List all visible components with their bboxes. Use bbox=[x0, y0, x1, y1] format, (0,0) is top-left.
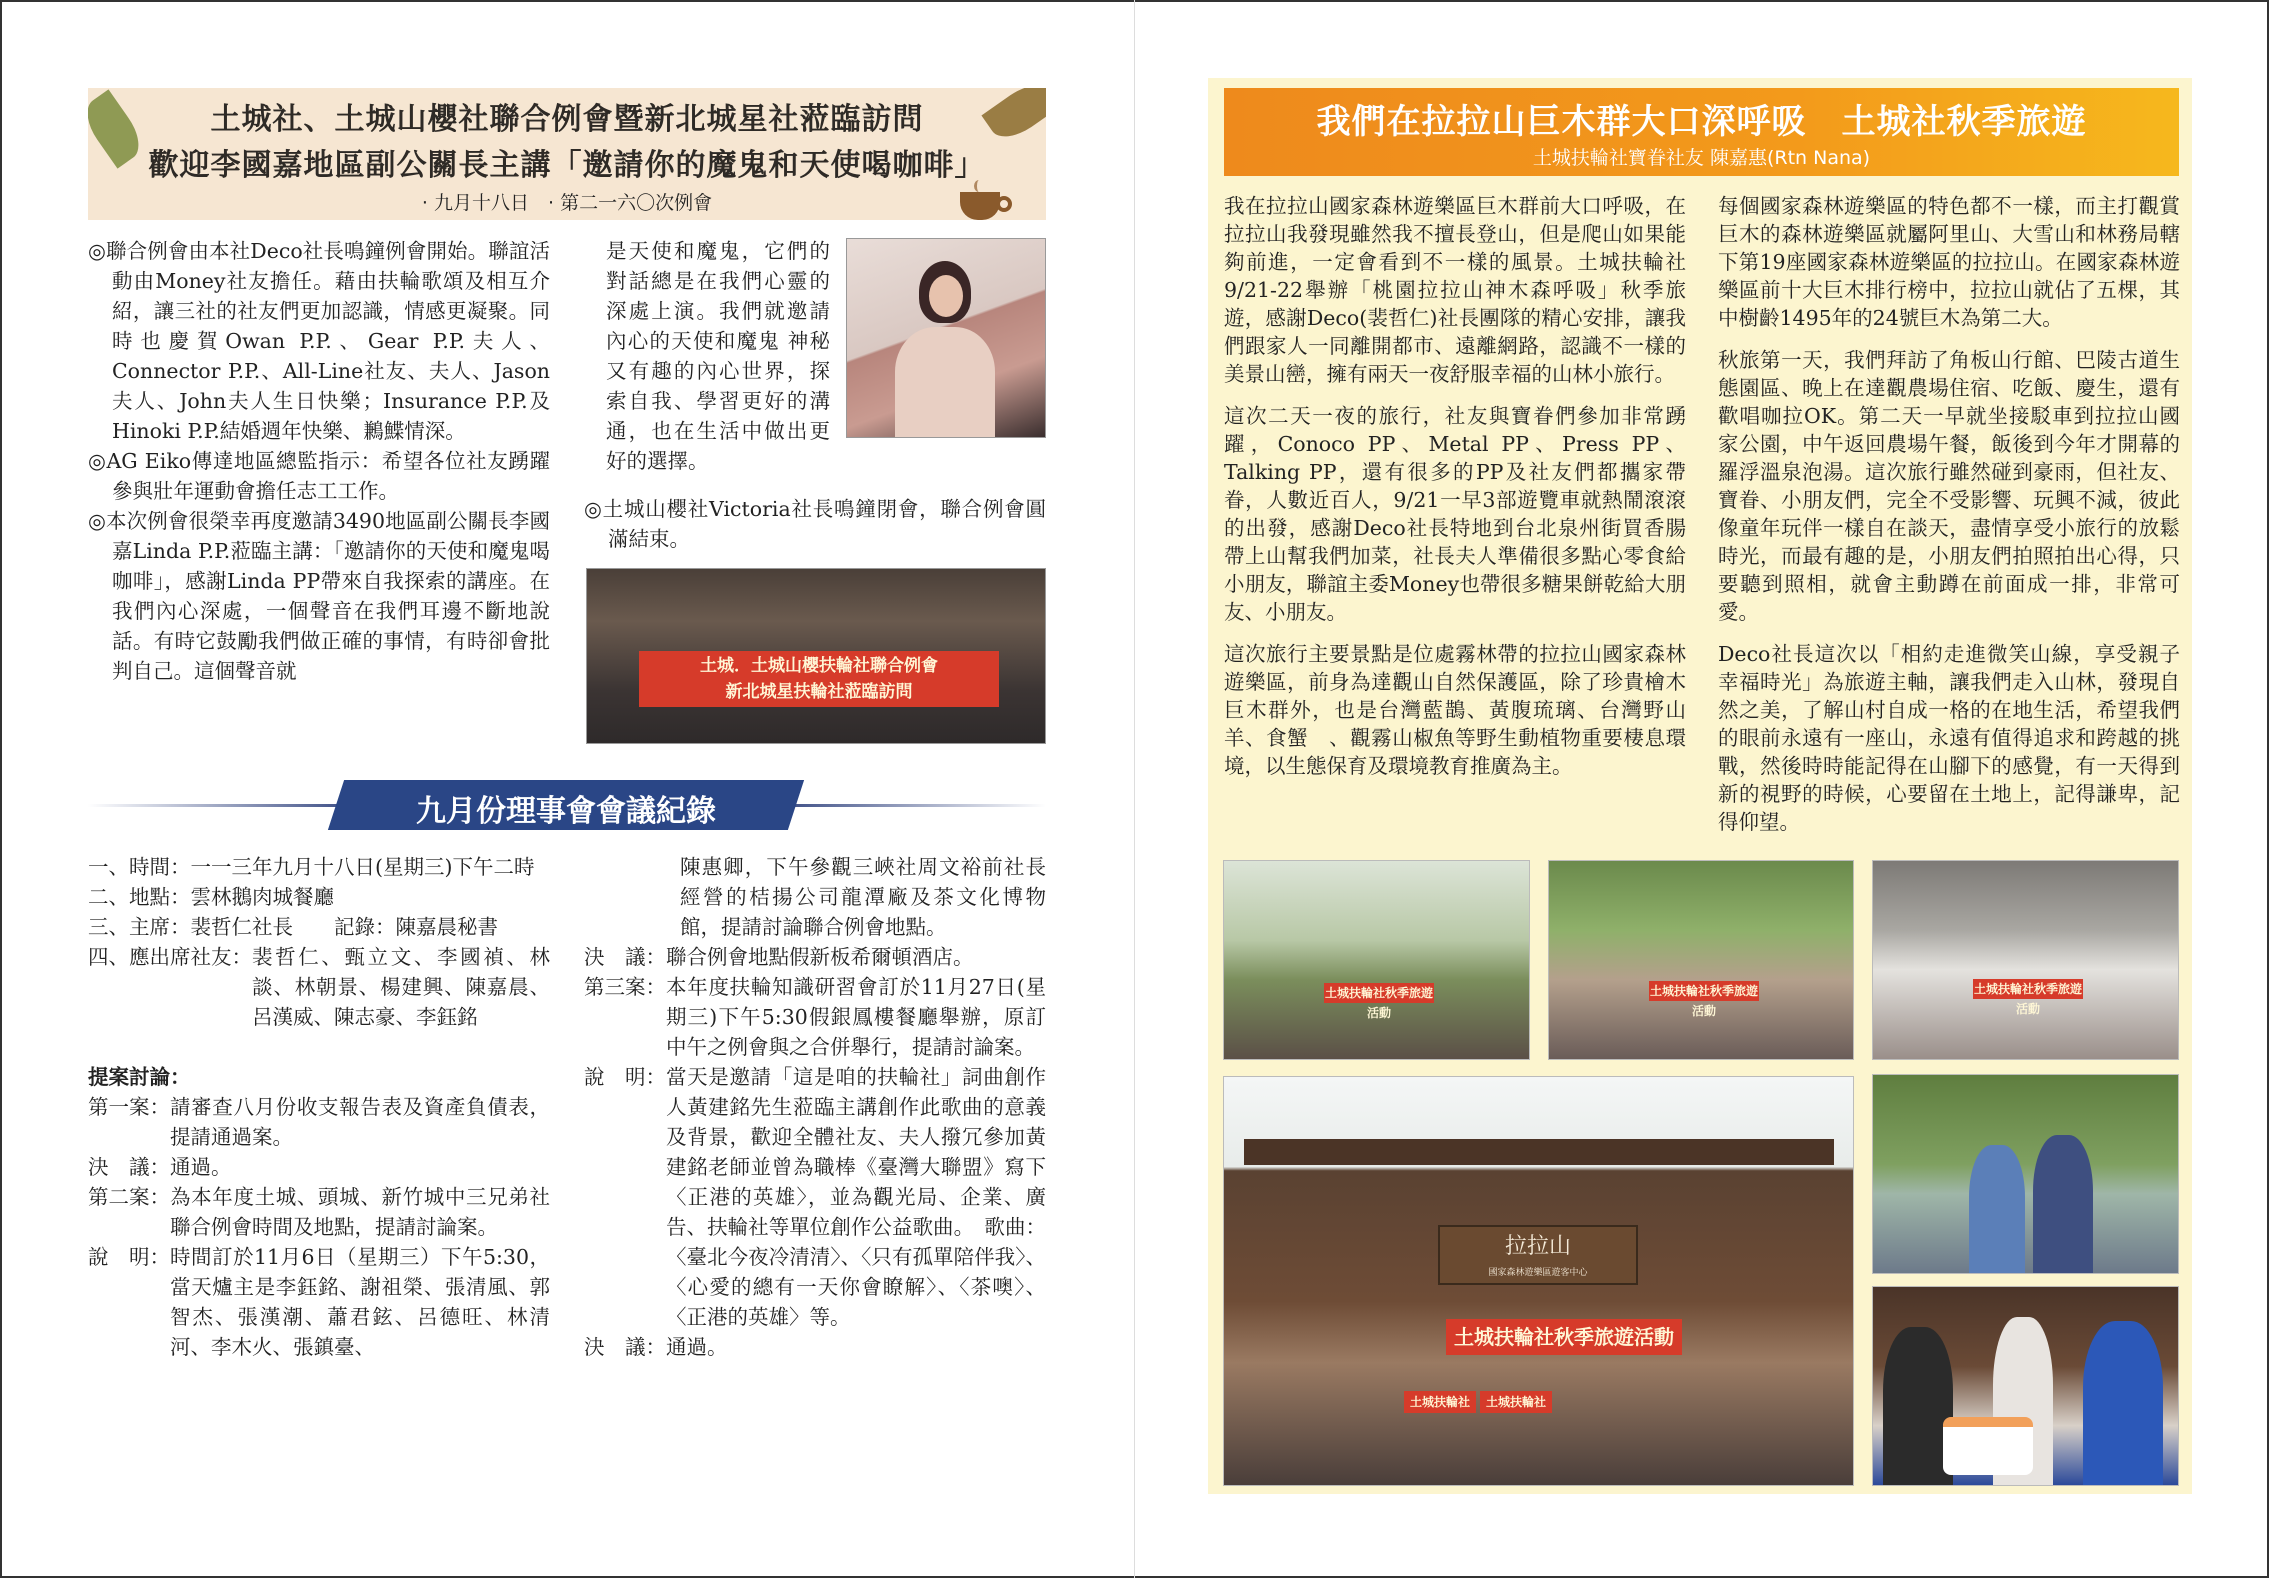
meeting-report-column-1 bbox=[88, 236, 550, 686]
minutes-row: 第一案： 請審查八月份收支報告表及資產負債表，提請通過案。 bbox=[88, 1095, 550, 1149]
minutes-row: 一、時間： 一一三年九月十八日(星期三)下午二時 bbox=[88, 855, 535, 879]
trip-group-photo-3 bbox=[1872, 860, 2179, 1060]
trip-author: 土城扶輪社寶眷社友 陳嘉惠(Rtn Nana) bbox=[1532, 147, 1871, 169]
trip-column-2 bbox=[1718, 192, 2180, 850]
trip-group-photo-2 bbox=[1548, 860, 1854, 1060]
minutes-row: 四、應出席社友： 裴哲仁、甄立文、李國禎、林 談、林朝景、楊建興、陳嘉晨、呂漢威、陳志豪、李鈺銘 bbox=[88, 945, 571, 1029]
photo-banner: 土城扶輪社秋季旅遊活動 bbox=[1649, 981, 1759, 1001]
trip-column-1 bbox=[1224, 192, 1686, 794]
joint-meeting-group-photo bbox=[586, 568, 1046, 744]
meeting-meta: · 九月十八日 · 第二一六〇次例會 bbox=[421, 192, 713, 214]
meeting-title-line1: 土城社、土城山櫻社聯合例會暨新北城星社蒞臨訪問 bbox=[210, 102, 924, 137]
photo-banner: 土城扶輪社秋季旅遊活動 bbox=[1446, 1319, 1682, 1355]
minutes-row: 決 議： 聯合例會地點假新板希爾頓酒店。 bbox=[584, 945, 974, 969]
paragraph: 我在拉拉山國家森林遊樂區巨木群前大口呼吸，在拉拉山我發現雖然我不擅長登山，但是爬山如果能夠前進，一定會看到不一樣的風景。土城扶輪社9/21-22舉辦「桃園拉拉山神木森呼吸」秋季旅遊，感謝Deco(裴哲仁)社長團隊的精心安排，讓我們跟家人一同離開都市、遠離網路，認識不一樣的美景山巒，擁有兩天一夜舒服幸福的山林小旅行。 bbox=[1224, 194, 1686, 386]
speaker-photo bbox=[846, 238, 1046, 438]
minutes-row: 決 議： 通過。 bbox=[88, 1155, 232, 1179]
photo-banner: 土城．土城山櫻扶輪社聯合例會 新北城星扶輪社蒞臨訪問 bbox=[639, 651, 999, 707]
paragraph: 每個國家森林遊樂區的特色都不一樣，而主打觀賞巨木的森林遊樂區就屬阿里山、大雪山和林務局轄下第19座國家森林遊樂區的拉拉山。在國家森林遊樂區前十大巨木排行榜中，拉拉山就佔了五棵，其中樹齡1495年的24號巨木為第二大。 bbox=[1718, 194, 2180, 330]
spread-divider bbox=[1134, 0, 1135, 1578]
minutes-row: 第三案： 本年度扶輪知識研習會訂於11月27日(星期三)下午5:30假銀鳳樓餐廳舉辦，原訂中午之例會與之合併舉行，提請討論案。 bbox=[584, 975, 1046, 1059]
meeting-report-column-2b bbox=[584, 494, 1046, 554]
paragraph: ◎土城山櫻社Victoria社長鳴鐘閉會，聯合例會圓滿結束。 bbox=[584, 497, 1046, 551]
paragraph: Deco社長這次以「相約走進微笑山線，享受親子幸福時光」為旅遊主軸，讓我們走入山林，發現自然之美，了解山村自成一格的在地生活，希望我們的眼前永遠有一座山，永遠有值得追求和跨越的挑戰，然後時時能記得在山腳下的感覺，有一天得到新的視野的時候，心要留在土地上，記得謙卑，記得仰望。 bbox=[1718, 642, 2180, 834]
photo-banner: 土城扶輪社 bbox=[1404, 1391, 1476, 1413]
trip-header bbox=[1224, 88, 2179, 176]
minutes-row: 二、地點： 雲林鵝肉城餐廳 bbox=[88, 885, 334, 909]
paragraph: ◎本次例會很榮幸再度邀請3490地區副公關長李國嘉Linda P.P.蒞臨主講：「邀請你的天使和魔鬼喝咖啡」，感謝Linda PP帶來自我探索的講座。在我們內心深處，一個聲音在我們耳邊不斷地說話。有時它鼓勵我們做正確的事情，有時卻會批判自己。這個聲音就 bbox=[88, 509, 550, 683]
minutes-row: 陳惠卿，下午參觀三峽社周文裕前社長經營的桔揚公司龍潭廠及茶文化博物館，提請討論聯合例會地點。 bbox=[680, 855, 1046, 939]
minutes-row: 說 明： 時間訂於11月6日（星期三）下午5:30，當天爐主是李鈺銘、謝祖榮、張清風、郭智杰、張漢潮、蕭君鉉、呂德旺、林清河、李木火、張鎮臺、 bbox=[88, 1245, 550, 1359]
minutes-row: 第二案： 為本年度土城、頭城、新竹城中三兄弟社聯合例會時間及地點，提請討論案。 bbox=[88, 1185, 550, 1239]
board-minutes-heading bbox=[88, 780, 1046, 830]
trip-main-group-photo bbox=[1223, 1076, 1854, 1486]
couple-photo bbox=[1872, 1074, 2179, 1274]
minutes-row: 三、主席： 裴哲仁社長 記錄：陳嘉晨秘書 bbox=[88, 915, 498, 939]
photo-banner: 土城扶輪社秋季旅遊活動 bbox=[1973, 979, 2083, 999]
photo-banner: 土城扶輪社秋季旅遊活動 bbox=[1324, 983, 1434, 1003]
paragraph: ◎AG Eiko傳達地區總監指示：希望各位社友踴躍參與壯年運動會擔任志工工作。 bbox=[88, 449, 550, 503]
minutes-column-2 bbox=[584, 852, 1046, 1362]
birthday-cake bbox=[1943, 1417, 2033, 1475]
minutes-row: 決 議： 通過。 bbox=[584, 1335, 728, 1359]
trip-title: 我們在拉拉山巨木群大口深呼吸 土城社秋季旅遊 bbox=[1316, 102, 2087, 142]
paragraph: 秋旅第一天，我們拜訪了角板山行館、巴陵古道生態園區、晚上在達觀農場住宿、吃飯、慶生，還有歡唱咖拉OK。第二天一早就坐接駁車到拉拉山國家公園，中午返回農場午餐，飯後到今年才開幕的羅浮溫泉泡湯。這次旅行雖然碰到豪雨，但社友、寶眷、小朋友們，完全不受影響、玩興不減，彼此像童年玩伴一樣自在談天，盡情享受小旅行的放鬆時光，而最有趣的是，小朋友們拍照拍出心得，只要聽到照相，就會主動蹲在前面成一排，非常可愛。 bbox=[1718, 348, 2180, 624]
section-title: 九月份理事會會議紀錄 bbox=[416, 794, 716, 829]
meeting-header bbox=[88, 88, 1046, 220]
meeting-report-column-2 bbox=[606, 236, 830, 476]
coffee-cup-icon bbox=[956, 180, 1012, 220]
paragraph: 這次旅行主要景點是位處霧林帶的拉拉山國家森林遊樂區，前身為達觀山自然保護區，除了珍貴檜木巨木群外，也是台灣藍鵲、黃腹琉璃、台灣野山羊、食蟹 、觀霧山椒魚等野生動植物重要棲息環境，以生態保育及環境教育推廣為主。 bbox=[1224, 642, 1686, 778]
photo-banner: 土城扶輪社 bbox=[1480, 1391, 1552, 1413]
paragraph: 是天使和魔鬼，它們的對話總是在我們心靈的深處上演。我們就邀請內心的天使和魔鬼 神秘又有趣的內心世界，探索自我、學習更好的溝通，也在生活中做出更好的選擇。 bbox=[606, 239, 830, 473]
discussion-title: 提案討論： bbox=[88, 1065, 191, 1089]
trip-group-photo-1 bbox=[1223, 860, 1530, 1060]
paragraph: ◎聯合例會由本社Deco社長鳴鐘例會開始。聯誼活動由Money社友擔任。藉由扶輪歌頌及相互介紹，讓三社的社友們更加認識，情感更凝聚。同時也慶賀Owan P.P.、Gear P.P.夫人、Connector P.P.、All-Line社友、夫人、Jason夫人、John夫人生日快樂；Insurance P.P.及Hinoki P.P.結婚週年快樂、鶼鰈情深。 bbox=[88, 239, 550, 443]
paragraph: 這次二天一夜的旅行，社友與寶眷們參加非常踴躍，Conoco PP、Metal PP、Press PP、Talking PP，還有很多的PP及社友們都攜家帶眷，人數近百人，9/21一早3部遊覽車就熱鬧滾滾的出發，感謝Deco社長特地到台北泉州街買香腸帶上山幫我們加菜，社長夫人準備很多點心零食給小朋友，聯誼主委Money也帶很多糖果餅乾給大朋友、小朋友。 bbox=[1224, 404, 1686, 624]
birthday-cake-photo bbox=[1872, 1286, 2179, 1486]
minutes-row: 說 明： 當天是邀請「這是咱的扶輪社」詞曲創作人黃建銘先生蒞臨主講創作此歌曲的意義及背景，歡迎全體社友、夫人撥冗參加黃建銘老師並曾為職棒《臺灣大聯盟》寫下〈正港的英雄〉，並為觀光局、企業、廣告、扶輪社等單位創作公益歌曲。 歌曲：〈臺北今夜冷清清〉、〈只有孤單陪伴我〉、〈心愛的總有一天你會瞭解〉、〈茶噢〉、〈正港的英雄〉等。 bbox=[584, 1065, 1046, 1329]
lalashan-sign: 拉拉山 國家森林遊樂區遊客中心 bbox=[1438, 1225, 1638, 1285]
meeting-title-line2: 歡迎李國嘉地區副公關長主講「邀請你的魔鬼和天使喝咖啡」 bbox=[148, 148, 986, 183]
minutes-column-1 bbox=[88, 852, 571, 1362]
